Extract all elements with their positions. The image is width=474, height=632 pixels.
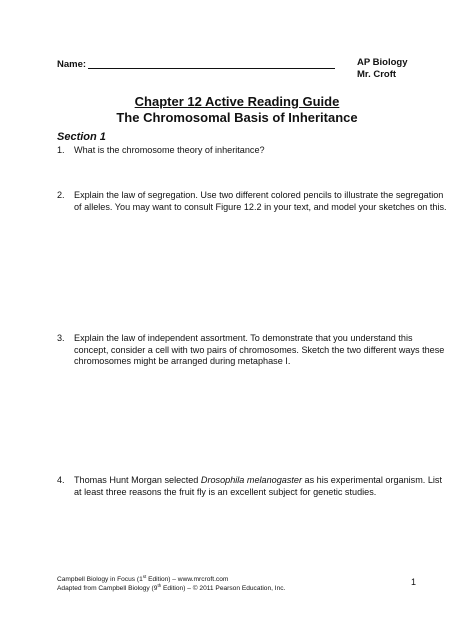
name-label: Name: [57,59,87,70]
page-number: 1 [411,577,417,587]
question-text: Explain the law of segregation. Use two different colored pencils to illustrate the segregation of alleles. You may want to consult Figure 12.2 in your text, and model your sketches on this. [74,190,447,212]
footer-line-1: Campbell Biology in Focus (1st Edition) – www.mrcroft.com [57,574,229,583]
question-3 [57,333,457,373]
question-2 [57,190,457,230]
species-name: Drosophila melanogaster [200,475,302,485]
question-number: 4. [57,475,65,485]
question-number: 1. [57,145,65,155]
footer-citation [57,576,387,593]
question-4 [57,475,457,515]
course-label: AP Biology [357,57,408,68]
question-text: Thomas Hunt Morgan selected Drosophila melanogaster as his experimental organism. List at least three reasons the fruit fly is an excellent subject for genetic studies. [74,475,442,497]
question-number: 3. [57,333,65,343]
question-text: Explain the law of independent assortment. To demonstrate that you understand this concept, consider a cell with two pairs of chromosomes. Sketch the two different ways these chromosomes might be arranged during metaphase I. [74,333,445,366]
question-number: 2. [57,190,65,200]
section-heading: Section 1 [57,131,106,143]
footer-line-2: Adapted from Campbell Biology (9th Edition) – © 2011 Pearson Education, Inc. [57,582,286,592]
chapter-title: Chapter 12 Active Reading Guide [134,94,340,109]
teacher-label: Mr. Croft [357,69,397,80]
name-field[interactable] [88,58,335,69]
chapter-subtitle: The Chromosomal Basis of Inheritance [116,110,358,125]
question-1 [57,145,457,159]
question-text: What is the chromosome theory of inheritance? [74,145,265,155]
